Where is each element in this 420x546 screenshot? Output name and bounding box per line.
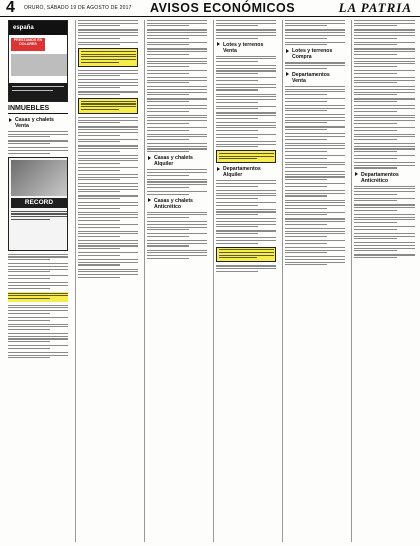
listing-item [78,252,138,256]
listing-item [78,155,138,164]
listing-item [216,202,276,206]
listing-item [285,256,345,265]
listing-item [354,242,415,251]
departamentos-alquiler-heading: Departamentos Alquiler [216,166,276,178]
listing-item [354,143,415,152]
listing-item [285,247,345,253]
listing-item [78,195,138,199]
lotes-terrenos-venta-heading: Lotes y terrenos Venta [216,42,276,54]
listing-item [147,77,207,83]
listing-item-highlighted [78,98,138,114]
listing-item [78,240,138,249]
listing-item [78,70,138,76]
listing-item [78,224,138,228]
listing-item [216,112,276,118]
ad-record [8,157,68,251]
listing-item [8,324,68,330]
listing-item [78,259,138,265]
listing-item [147,250,207,259]
listing-item [216,65,276,74]
listing-item [216,230,276,234]
listing-item [216,141,276,147]
listing-item [285,29,345,38]
column-6 [351,20,417,542]
listing-item [78,91,138,95]
listing-item [216,106,276,110]
issue-date: ORURO, SÁBADO 19 DE AGOSTO DE 2017 [24,5,132,11]
listing-item [147,212,207,218]
page-number: 4 [6,0,15,16]
departamentos-anticretico-heading: Departamentos Anticrético [354,172,415,184]
listing-item [8,275,68,279]
listing-item [8,352,68,358]
listing-item [78,126,138,135]
listing-item [147,42,207,46]
listing-item [285,20,345,26]
column-5 [282,20,347,542]
ad-image [11,54,67,76]
listing-item [8,147,68,153]
listing-item [8,140,68,144]
listing-item [354,115,415,124]
listing-item [285,114,345,123]
listing-columns [6,20,416,542]
listing-item [285,98,345,102]
listing-item [147,127,207,131]
listing-item [78,29,138,38]
listing-item [8,345,68,349]
listing-item [147,191,207,195]
listing-item [216,190,276,199]
listing-item-highlighted [8,292,68,302]
listing-item [354,162,415,168]
listing-item [354,127,415,131]
listing-item-highlighted [216,150,276,163]
listing-item [354,214,415,223]
listing-item [78,174,138,180]
listing-item [147,233,207,237]
casas-chalets-venta-heading: Casas y chalets Venta [8,117,68,129]
listing-item [147,86,207,95]
listing-item [8,317,68,321]
casas-chalets-anticretico-heading: Casas y chalets Anticrético [147,198,207,210]
listing-item [78,202,138,208]
listing-item [78,117,138,123]
ad-photo [11,160,67,196]
listing-item-highlighted [78,48,138,66]
listing-item [216,77,276,81]
column-1 [6,20,70,542]
listing-item [285,86,345,95]
espana-logo: españa [9,21,67,35]
listing-item [285,42,345,46]
listing-item [147,115,207,124]
record-brand: RECORD [11,198,67,208]
listing-item [78,145,138,151]
listing-item [285,133,345,139]
listing-item [285,162,345,168]
listing-item [147,143,207,152]
listing-item [285,200,345,209]
listing-item [354,70,415,74]
listing-item [354,134,415,140]
listing-item [8,263,68,272]
listing-item [354,105,415,111]
listing-item [354,204,415,210]
listing-item [147,98,207,102]
listing-item [147,58,207,67]
listing-item [354,186,415,195]
listing-item [354,233,415,239]
listing-item [216,265,276,271]
listing-item [216,134,276,138]
listing-item [285,155,345,159]
listing-item [216,20,276,26]
listing-item [147,134,207,140]
column-3 [144,20,209,542]
listing-item [216,209,276,215]
listing-item [147,179,207,188]
listing-item [285,190,345,196]
listing-item [8,305,68,314]
section-title: AVISOS ECONÓMICOS [150,1,296,15]
listing-item [354,48,415,54]
listing-item [8,333,68,342]
lotes-terrenos-compra-heading: Lotes y terrenos Compra [285,48,345,60]
listing-item [78,20,138,26]
listing-item [8,282,68,288]
listing-item [78,231,138,237]
listing-item [147,105,207,111]
listing-item [8,254,68,260]
listing-item [216,84,276,90]
listing-item [285,212,345,216]
newspaper-name: LA PATRIA [338,0,412,15]
listing-item-highlighted [216,247,276,263]
casas-chalets-alquiler-heading: Casas y chalets Alquiler [147,155,207,167]
listing-item [216,94,276,103]
listing-item [354,20,415,26]
listing-item [285,62,345,68]
listing-item [216,122,276,131]
ad-espana [8,20,68,102]
listing-item [216,180,276,186]
listing-item [354,226,415,230]
listing-item [78,139,138,143]
listing-item [216,29,276,38]
listing-item [285,143,345,152]
column-4 [213,20,278,542]
listing-item [78,183,138,192]
listing-item [354,42,415,46]
listing-item [216,218,276,227]
listing-item [216,237,276,243]
listing-item [78,167,138,171]
espana-banner: PRESTAMOS EN DOLARES [11,38,45,51]
listing-item [147,48,207,54]
inmuebles-heading: INMUEBLES [8,105,68,114]
listing-item [216,56,276,62]
listing-item [354,29,415,38]
listing-item [285,228,345,237]
listing-item [147,29,207,38]
listing-item [354,58,415,67]
listing-item [285,171,345,180]
listing-item [147,240,207,246]
listing-item [285,126,345,130]
ad-footer [9,83,67,101]
listing-item [354,98,415,102]
departamentos-venta-heading: Departamentos Venta [285,72,345,84]
listing-item [285,105,345,111]
listing-item [285,183,345,187]
listing-item [78,79,138,88]
listing-item [147,70,207,74]
listing-item [354,77,415,83]
listing-item [78,269,138,278]
listing-item [354,198,415,202]
listing-item [8,131,68,137]
listing-item [354,86,415,95]
listing-item [147,221,207,230]
page-header [0,0,420,17]
listing-item [147,20,207,26]
listing-item [78,42,138,46]
listing-item [285,240,345,244]
listing-item [78,212,138,221]
listing-item [354,254,415,258]
column-2 [75,20,140,542]
listing-item [147,169,207,175]
listing-item [354,155,415,159]
listing-item [285,218,345,224]
